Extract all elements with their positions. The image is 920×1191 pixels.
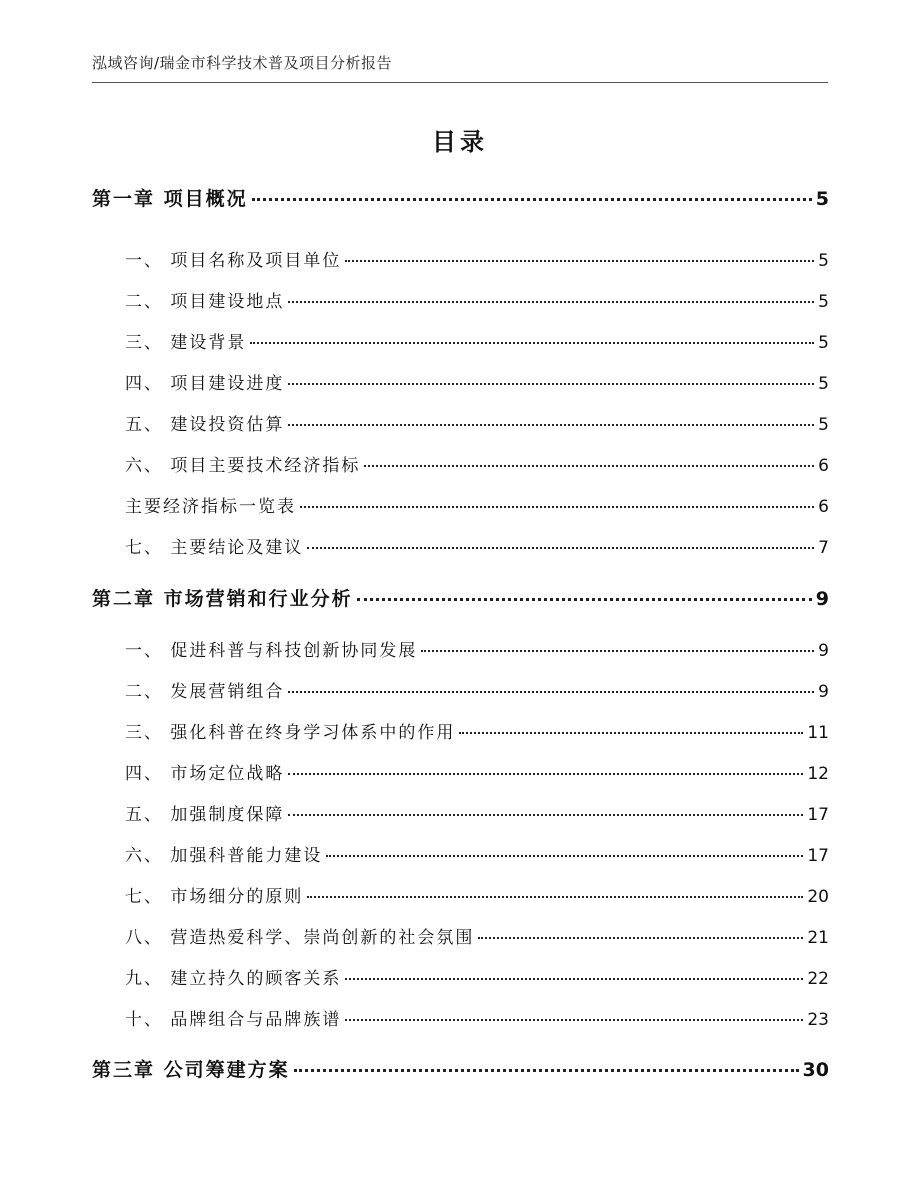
toc-entry-chapter[interactable] (92, 584, 829, 611)
dot-leader (288, 383, 814, 385)
toc-entry-label: 第三章 公司筹建方案 (92, 1059, 290, 1081)
toc-entry-label: 三、 建设背景 (125, 333, 247, 353)
toc-entry-label: 二、 发展营销组合 (125, 682, 285, 702)
toc-entry-label: 五、 加强制度保障 (125, 805, 285, 825)
dot-leader (326, 855, 803, 857)
toc-entry-page: 22 (807, 969, 829, 989)
toc-entry[interactable] (125, 451, 829, 476)
toc-entry-page: 5 (818, 292, 829, 312)
dot-leader (307, 896, 803, 898)
toc-entry-label: 一、 项目名称及项目单位 (125, 251, 342, 271)
toc-entry-label: 五、 建设投资估算 (125, 415, 285, 435)
header-divider (92, 82, 828, 83)
toc-entry[interactable] (125, 882, 829, 907)
toc-entry-label: 八、 营造热爱科学、崇尚创新的社会氛围 (125, 928, 475, 948)
dot-leader (294, 1069, 799, 1072)
toc-entry-label: 十、 品牌组合与品牌族谱 (125, 1010, 342, 1030)
toc-entry-page: 23 (807, 1010, 829, 1030)
dot-leader (252, 198, 812, 201)
dot-leader (288, 301, 814, 303)
toc-entry-label: 三、 强化科普在终身学习体系中的作用 (125, 723, 456, 743)
dot-leader (288, 773, 803, 775)
toc-entry-page: 17 (807, 846, 829, 866)
toc-entry-page: 20 (807, 887, 829, 907)
toc-entry[interactable] (125, 636, 829, 661)
toc-entry[interactable] (125, 841, 829, 866)
toc-entry[interactable] (125, 492, 829, 517)
toc-entry[interactable] (125, 759, 829, 784)
dot-leader (459, 732, 803, 734)
dot-leader (421, 650, 814, 652)
dot-leader (345, 1019, 803, 1021)
dot-leader (345, 978, 803, 980)
toc-entry-label: 七、 主要结论及建议 (125, 538, 304, 558)
toc-entry-label: 六、 加强科普能力建设 (125, 846, 323, 866)
toc-entry-page: 6 (818, 497, 829, 517)
toc-entry-page: 5 (818, 251, 829, 271)
toc-entry-label: 第二章 市场营销和行业分析 (92, 588, 353, 610)
toc-entry[interactable] (125, 328, 829, 353)
dot-leader (300, 506, 814, 508)
toc-entry-label: 九、 建立持久的顾客关系 (125, 969, 342, 989)
toc-entry[interactable] (125, 246, 829, 271)
dot-leader (288, 424, 814, 426)
page-title: 目录 (432, 128, 488, 156)
toc-entry-page: 5 (818, 333, 829, 353)
toc-entry-page: 6 (818, 456, 829, 476)
toc-entry-label: 七、 市场细分的原则 (125, 887, 304, 907)
toc-entry-page: 11 (807, 723, 829, 743)
toc-entry-page: 5 (815, 188, 829, 210)
toc-entry[interactable] (125, 800, 829, 825)
toc-entry[interactable] (125, 923, 829, 948)
toc-entry-page: 12 (807, 764, 829, 784)
toc-entry-chapter[interactable] (92, 184, 829, 211)
dot-leader (345, 260, 814, 262)
toc-entry-page: 21 (807, 928, 829, 948)
dot-leader (250, 342, 814, 344)
toc-entry-label: 第一章 项目概况 (92, 188, 248, 210)
toc-entry-page: 7 (818, 538, 829, 558)
toc-entry[interactable] (125, 718, 829, 743)
dot-leader (288, 691, 814, 693)
toc-entry[interactable] (125, 964, 829, 989)
toc-entry-page: 9 (815, 588, 829, 610)
toc-entry-label: 四、 市场定位战略 (125, 764, 285, 784)
dot-leader (364, 465, 814, 467)
toc-entry[interactable] (125, 410, 829, 435)
toc-entry[interactable] (125, 1005, 829, 1030)
dot-leader (478, 937, 803, 939)
toc-entry-page: 5 (818, 374, 829, 394)
dot-leader (288, 814, 803, 816)
dot-leader (357, 598, 812, 601)
toc-entry-page: 30 (802, 1059, 829, 1081)
toc-entry-page: 9 (818, 641, 829, 661)
toc-entry[interactable] (125, 677, 829, 702)
toc-entry-page: 9 (818, 682, 829, 702)
dot-leader (307, 547, 814, 549)
running-header: 泓域咨询/瑞金市科学技术普及项目分析报告 (92, 54, 393, 72)
toc-entry-label: 一、 促进科普与科技创新协同发展 (125, 641, 418, 661)
toc-entry[interactable] (125, 287, 829, 312)
toc-entry-label: 四、 项目建设进度 (125, 374, 285, 394)
toc-entry-label: 主要经济指标一览表 (125, 497, 296, 517)
toc-entry-chapter[interactable] (92, 1055, 829, 1082)
toc-entry-label: 六、 项目主要技术经济指标 (125, 456, 361, 476)
toc-entry[interactable] (125, 369, 829, 394)
toc-entry[interactable] (125, 533, 829, 558)
toc-entry-label: 二、 项目建设地点 (125, 292, 285, 312)
toc-entry-page: 17 (807, 805, 829, 825)
toc-entry-page: 5 (818, 415, 829, 435)
